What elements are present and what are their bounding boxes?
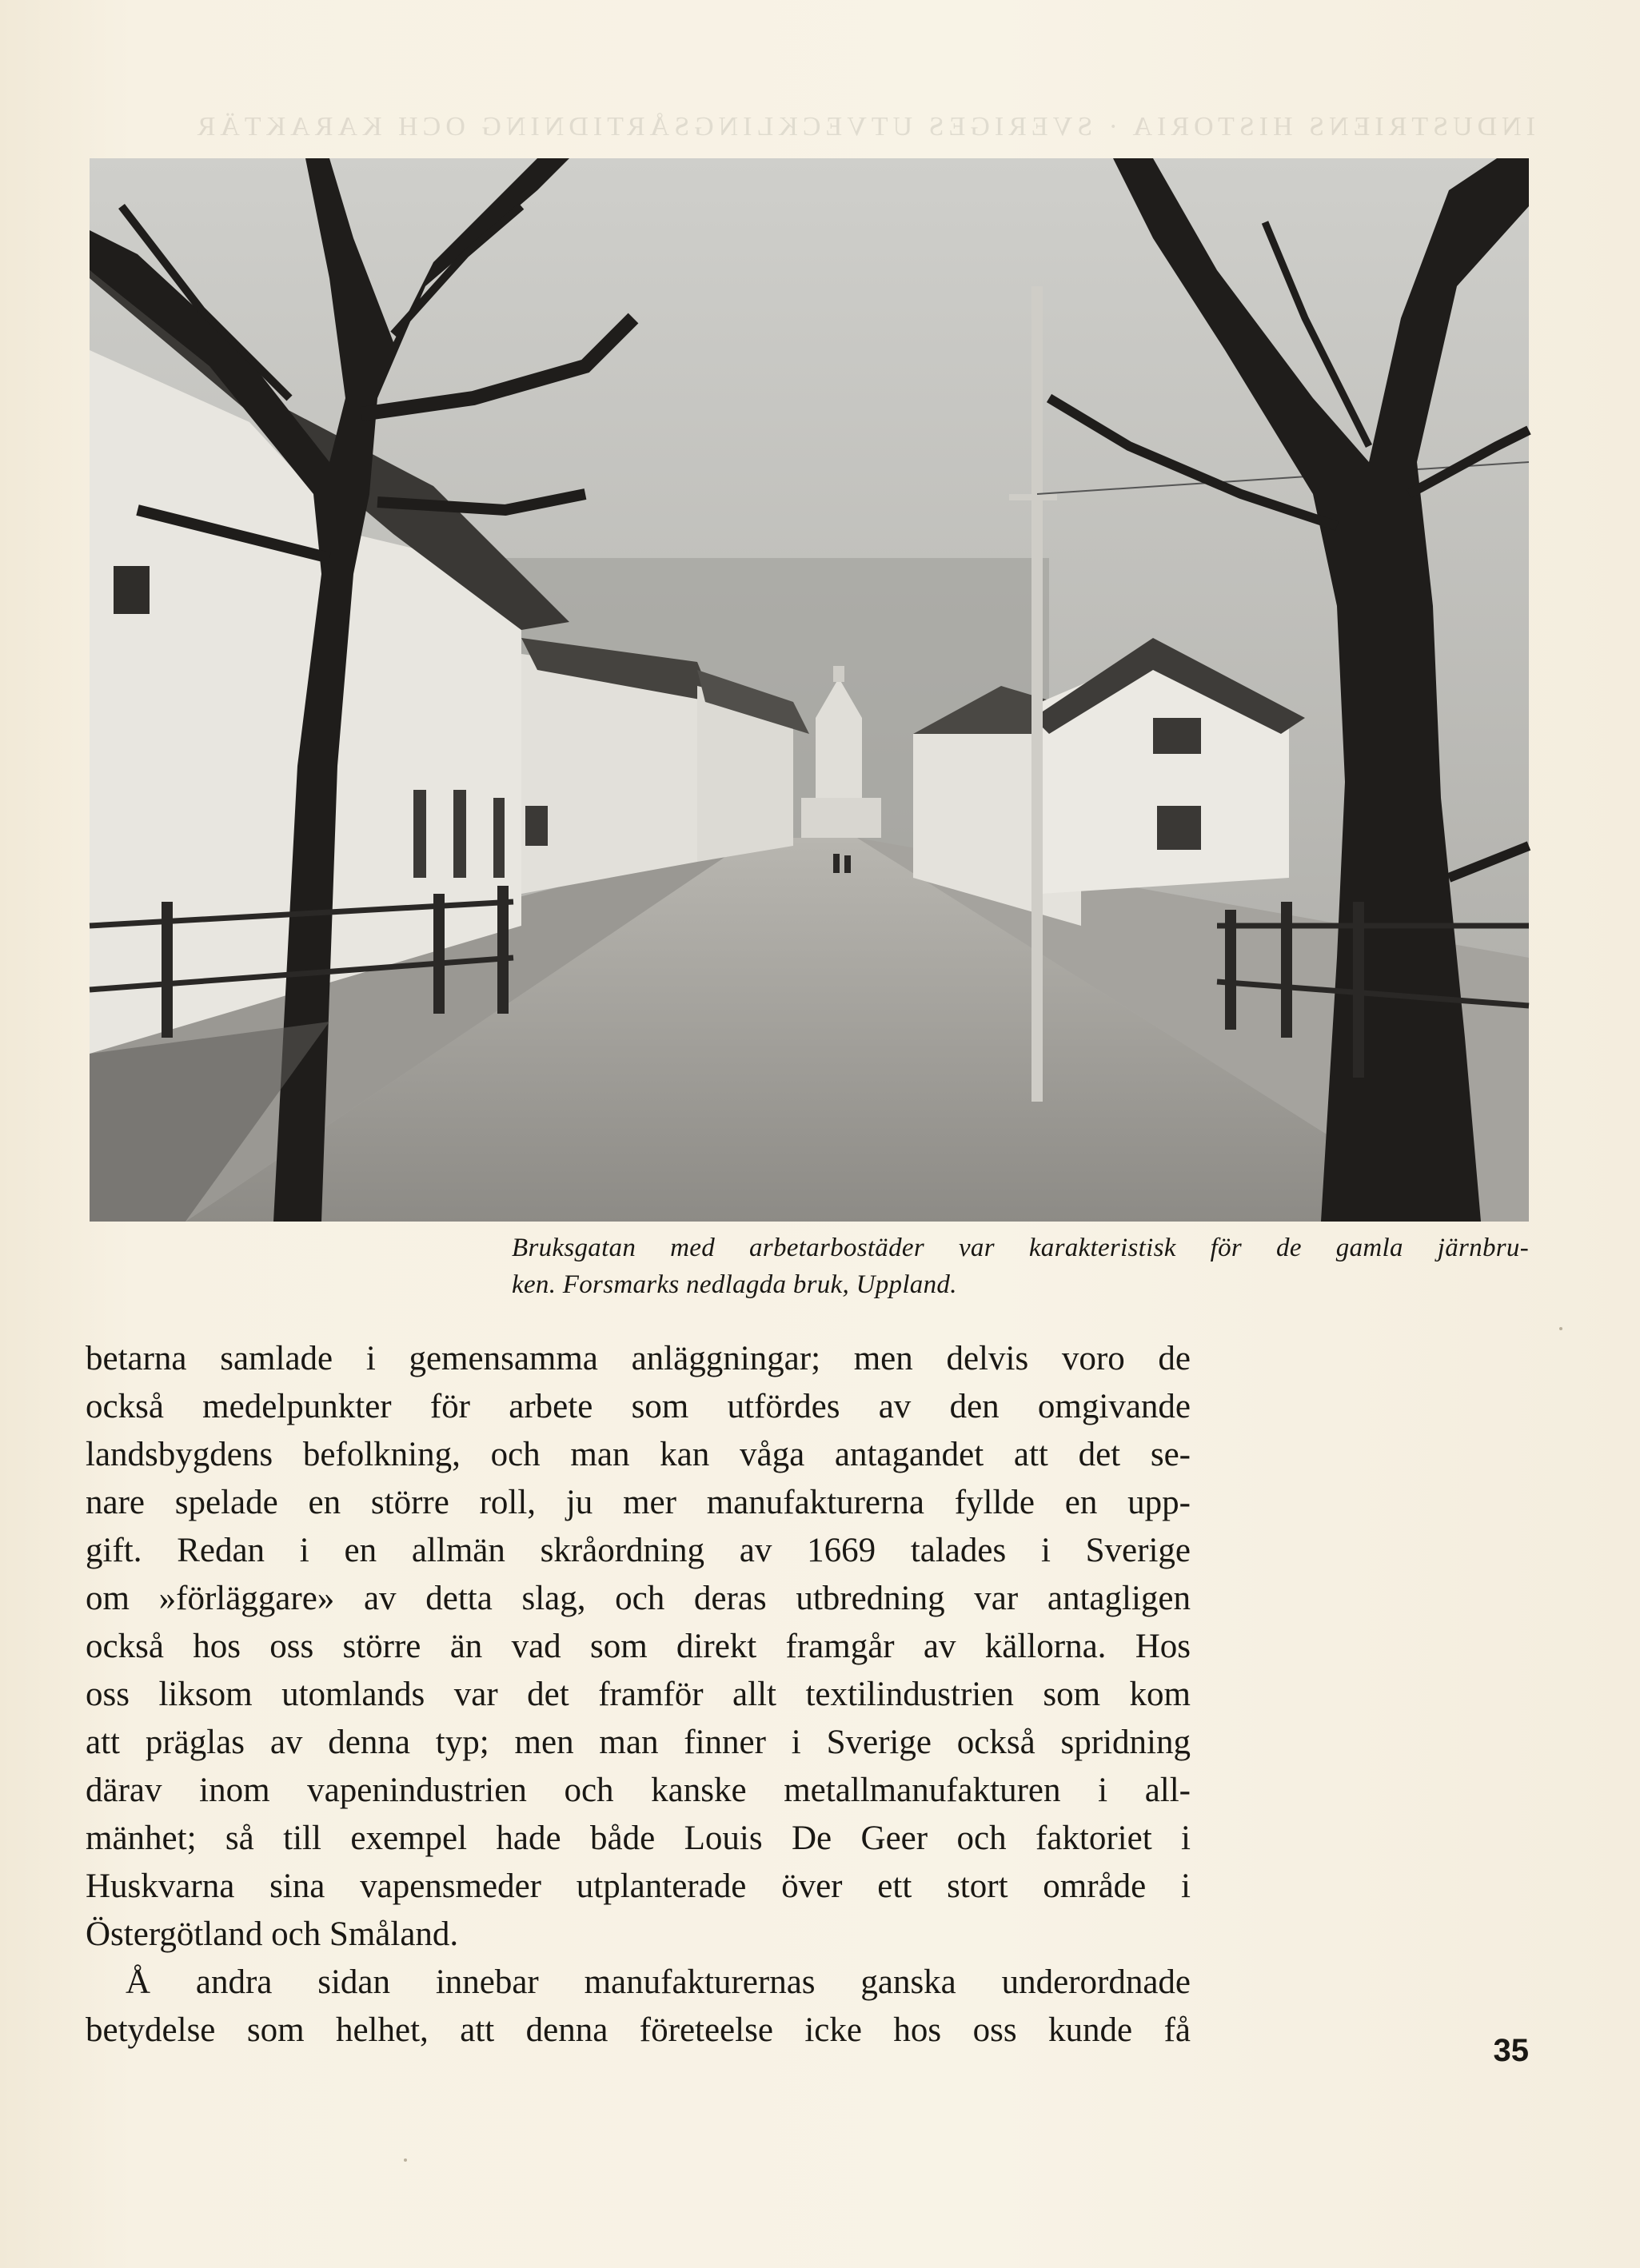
photograph-forsmarks-bruksgatan-icon: [90, 158, 1529, 1222]
text-line: landsbygdens befolkning, och man kan våga antagandet att det se-: [86, 1436, 1191, 1473]
street-photograph: [90, 158, 1529, 1222]
text-line: att präglas av denna typ; men man finner i Sverige också spridning: [86, 1724, 1191, 1761]
body-text: [86, 1335, 1191, 2055]
page-number: 35: [1493, 2033, 1529, 2068]
text-line: om »förläggare» av detta slag, och deras utbredning var antagligen: [86, 1580, 1191, 1617]
text-line: Å andra sidan innebar manufakturernas ganska underordnade: [126, 1963, 1191, 2001]
text-line: betydelse som helhet, att denna företeelse icke hos oss kunde få: [86, 2011, 1191, 2049]
text-line: nare spelade en större roll, ju mer manufakturerna fyllde en upp-: [86, 1484, 1191, 1521]
paper-speck: [1559, 1327, 1562, 1330]
text-line: gift. Redan i en allmän skråordning av 1669 talades i Sverige: [86, 1532, 1191, 1569]
bleed-through-header: INDUSTRIENS HISTORIA · SVERIGES UTVECKLINGSÅRTIDNING OCH KARAKTÄR: [192, 112, 1535, 142]
text-line: Östergötland och Småland.: [86, 1915, 459, 1953]
text-line: därav inom vapenindustrien och kanske metallmanufakturen i all-: [86, 1772, 1191, 1809]
text-line: också medelpunkter för arbete som utfördes av den omgivande: [86, 1388, 1191, 1425]
figure-caption: [512, 1230, 1529, 1303]
text-line: också hos oss större än vad som direkt framgår av källorna. Hos: [86, 1628, 1191, 1665]
paper-speck: [404, 2158, 407, 2162]
text-line: Huskvarna sina vapensmeder utplanterade över ett stort område i: [86, 1867, 1191, 1905]
text-line: oss liksom utomlands var det framför allt textilindustrien som kom: [86, 1676, 1191, 1713]
caption-line: Bruksgatan med arbetarbostäder var karakteristisk för de gamla järnbru-: [512, 1234, 1529, 1262]
text-line: mänhet; så till exempel hade både Louis De Geer och faktoriet i: [86, 1820, 1191, 1857]
caption-line: ken. Forsmarks nedlagda bruk, Uppland.: [512, 1270, 957, 1299]
text-line: betarna samlade i gemensamma anläggningar; men delvis voro de: [86, 1340, 1191, 1377]
